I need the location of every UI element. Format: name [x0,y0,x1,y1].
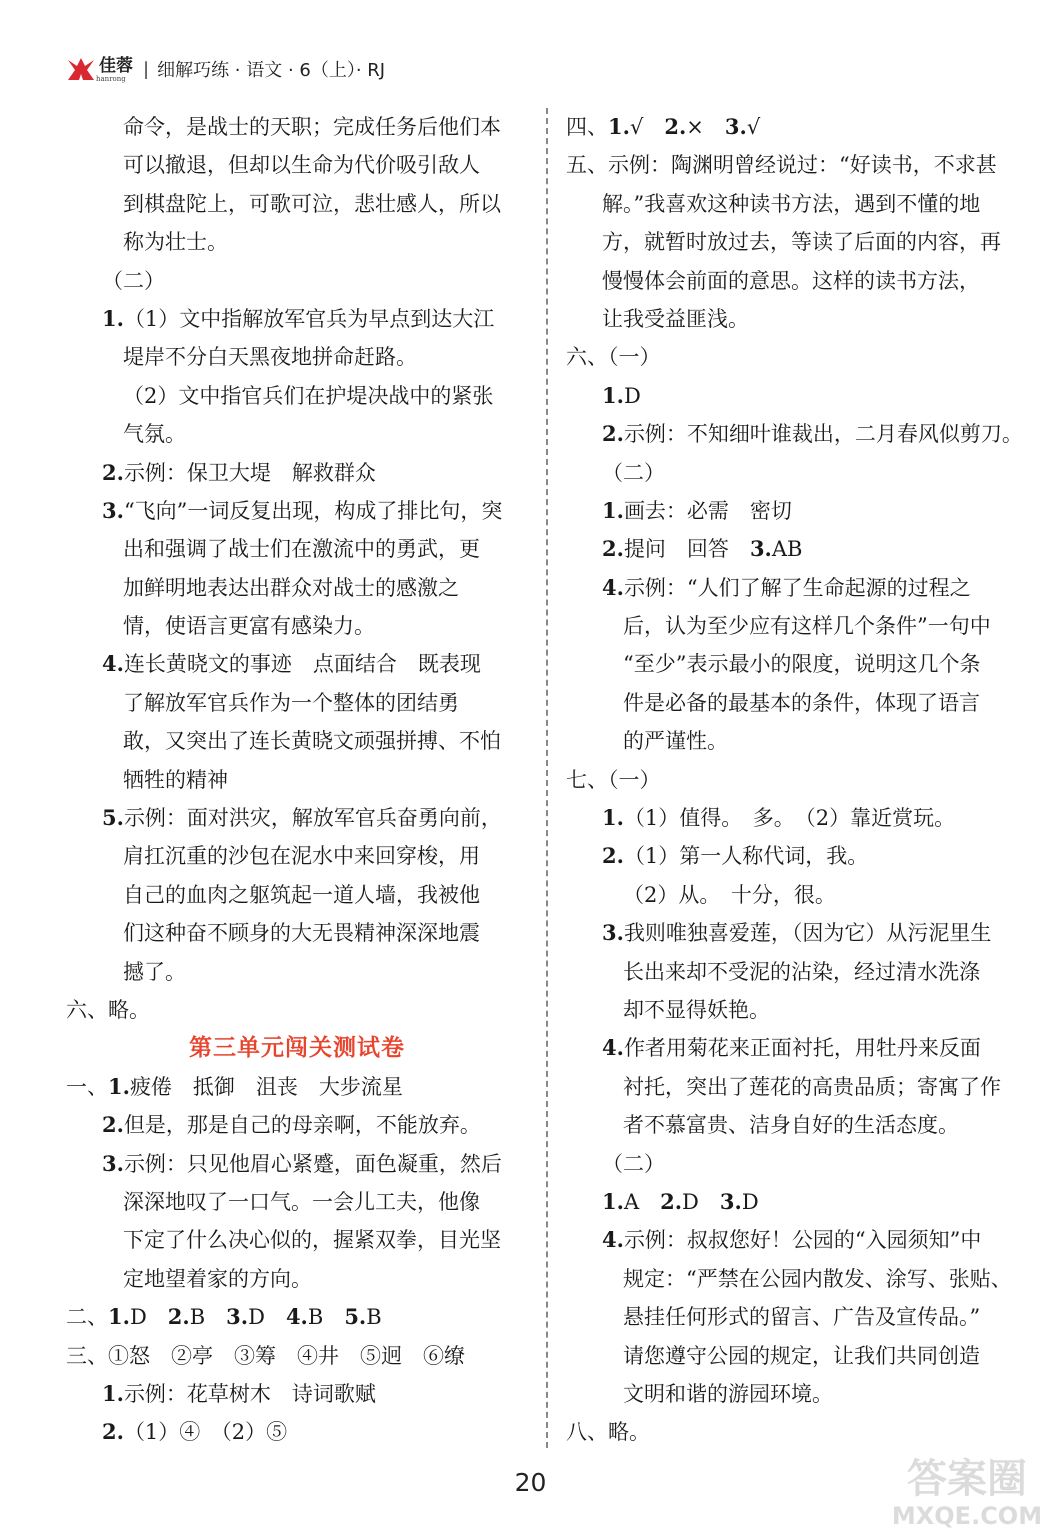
answer-text: A [623,1189,661,1214]
answer-line [66,876,528,914]
answer-text: 后，认为至少应有这样几个条件”一句中 [623,614,991,639]
answer-text: 敢，又突出了连长黄晓文顽强拼搏、不怕 [123,729,501,754]
answer-line [566,223,1028,261]
answer-text: （二） [602,1151,665,1176]
answer-text: 下定了什么决心似的，握紧双拳，目光坚 [123,1228,501,1253]
page-number: 20 [514,1468,547,1497]
answer-line [66,1260,528,1298]
answer-line [566,108,1028,146]
answer-text: 者不慕富贵、洁身自好的生活态度。 [623,1113,959,1138]
column-divider [546,108,548,1448]
answer-text: 们这种奋不顾身的大无畏精神深深地震 [123,921,480,946]
answer-line [566,415,1028,453]
answer-text: AB [771,537,803,562]
item-number: 1. [602,805,624,831]
answer-line [566,1068,1028,1106]
answer-line [66,108,528,146]
answer-line [566,338,1028,376]
answer-text: 出和强调了战士们在激流中的勇武，更 [123,537,480,562]
answer-text: D [741,1189,759,1214]
answer-text: “至少”表示最小的限度，说明这几个条 [623,652,981,677]
answer-text: × [686,115,725,139]
answer-text: 到棋盘陀上，可歌可泣，悲壮感人，所以 [123,191,501,216]
answer-text: 示例：“人们了解了生命起源的过程之 [623,575,971,600]
answer-text: 衬托，突出了莲花的高贵品质；寄寓了作 [623,1074,1001,1099]
item-number: 2. [102,1419,124,1445]
answer-line [66,530,528,568]
answer-line [66,1413,528,1451]
answer-line [566,146,1028,184]
item-number: 2. [167,1304,190,1330]
answer-text: D [129,1305,168,1330]
answer-line [566,530,1028,568]
item-number: 4. [602,1035,624,1061]
answer-text: 示例：叔叔您好！公园的“入园须知”中 [623,1228,982,1253]
answer-text: 情，使语言更富有感染力。 [123,614,375,639]
answer-text: 我则唯独喜爱莲，（因为它）从污泥里生 [623,921,992,946]
answer-line [66,300,528,338]
answer-text: 可以撤退，但却以生命为代价吸引敌人 [123,153,480,178]
answer-line [566,991,1028,1029]
answer-text: 但是，那是自己的母亲啊，不能放弃。 [123,1113,481,1138]
item-number: 2. [602,421,624,447]
answer-text: 方，就暂时放过去，等读了后面的内容，再 [602,230,1001,255]
item-number: 4. [602,1227,624,1253]
answer-line [66,185,528,223]
answer-text: 八、略。 [566,1420,650,1445]
answer-line [66,569,528,607]
answer-text: D [248,1305,286,1330]
answer-line [66,914,528,952]
answer-line [566,569,1028,607]
answer-text: （1）文中指解放军官兵为早点到达大江 [123,306,495,331]
answer-text: 件是必备的最基本的条件，体现了语言 [623,690,980,715]
answer-text: 气氛。 [123,422,186,447]
item-number: 1. [102,1380,124,1406]
answer-line [66,1337,528,1375]
answer-text: B [366,1305,382,1330]
item-number: 4. [285,1304,308,1330]
item-number: 2. [660,1188,683,1214]
answer-text: 六、（一） [566,345,661,370]
answer-line [566,300,1028,338]
answer-line [566,799,1028,837]
answer-line [566,1145,1028,1183]
answer-text: √ [629,115,665,139]
answer-text: 提问 回答 [623,537,750,562]
answer-text: 让我受益匪浅。 [602,306,749,331]
brand-name: 佳蓉 [99,55,133,76]
answer-text: 第三单元闯关测试卷 [189,1035,405,1062]
item-number: 5. [102,805,124,831]
answer-text: 二、 [66,1305,108,1330]
answer-text: 了解放军官兵作为一个整体的团结勇 [123,690,459,715]
answer-text: 堤岸不分白天黑夜地拼命赶路。 [123,345,417,370]
answer-line [566,1183,1028,1221]
answer-text: 一、 [66,1074,108,1099]
answer-line [566,377,1028,415]
answer-line [66,837,528,875]
item-number: 3. [724,114,747,139]
left-column [66,108,528,1452]
item-number: 2. [102,1112,124,1138]
answer-line [566,1029,1028,1067]
item-number: 1. [602,382,624,408]
answer-text: 悬挂任何形式的留言、广告及宣传品。” [623,1305,981,1330]
answer-line [66,1106,528,1144]
section-title [66,1029,528,1067]
answer-line [66,146,528,184]
answer-text: 却不显得妖艳。 [623,997,770,1022]
answer-line [566,1337,1028,1375]
answer-text: 肩扛沉重的沙包在泥水中来回穿梭，用 [123,844,480,869]
answer-line [66,454,528,492]
answer-line [566,914,1028,952]
answer-text: （二） [602,460,665,485]
item-number: 5. [344,1304,367,1330]
item-number: 1. [108,1304,130,1330]
item-number: 1. [602,1188,624,1214]
answer-text: 五、示例：陶渊明曾经说过：“好读书，不求甚 [566,153,997,178]
answer-text: 七、（一） [566,767,661,792]
answer-line [566,876,1028,914]
answer-line [66,377,528,415]
answer-line [66,1298,528,1336]
answer-line [66,799,528,837]
item-number: 1. [602,497,624,523]
answer-text: 作者用菊花来正面衬托，用牡丹来反面 [623,1036,981,1061]
item-number: 3. [102,1150,124,1176]
item-number: 1. [102,305,124,331]
answer-text: 六、略。 [66,997,150,1022]
answer-line [66,223,528,261]
answer-text: 深深地叹了一口气。一会儿工夫，他像 [123,1189,480,1214]
item-number: 3. [602,920,624,946]
item-number: 3. [102,497,124,523]
answer-text: 命令，是战士的天职；完成任务后他们本 [123,115,501,139]
answer-line [66,1183,528,1221]
answer-text: （1）值得。 多。 （2）靠近赏玩。 [623,806,956,831]
answer-text: 四、 [566,115,608,139]
answer-text: 长出来却不受泥的沾染，经过清水洗涤 [623,959,980,984]
item-number: 3. [719,1188,742,1214]
answer-text: 规定：“严禁在公园内散发、涂写、张贴、 [623,1266,1012,1291]
answer-line [566,645,1028,683]
answer-line [566,1375,1028,1413]
answer-line [66,415,528,453]
answer-line [566,185,1028,223]
answer-text: 示例：面对洪灾，解放军官兵奋勇向前， [123,806,502,831]
answer-line [66,991,528,1029]
answer-line [66,684,528,722]
answer-line [66,492,528,530]
answer-line [66,1221,528,1259]
answer-text: 牺牲的精神 [123,767,228,792]
brand-logo [66,56,133,83]
watermark-top-text: 答案圈 [907,1456,1027,1502]
watermark-logo [878,1448,1056,1532]
answer-text: 慢慢体会前面的意思。这样的读书方法， [602,268,980,293]
answer-text: （1）第一人称代词，我。 [623,844,869,869]
answer-text: 自己的血肉之躯筑起一道人墙，我被他 [123,882,480,907]
answer-text: 示例：不知细叶谁裁出，二月春风似剪刀。 [623,422,1023,447]
answer-text: 三、①怒 ②亭 ③筹 ④井 ⑤迥 ⑥缭 [66,1343,465,1368]
brand-logo-icon [66,56,96,82]
watermark-bottom-text: MXQE.COM [891,1502,1043,1530]
item-number: 2. [664,114,687,139]
answer-text: 称为壮士。 [123,230,228,255]
answer-text: 的严谨性。 [623,729,728,754]
answer-text: （二） [102,268,165,293]
answer-text: D [623,383,641,408]
answer-line [66,1145,528,1183]
answer-line [66,953,528,991]
answer-line [566,761,1028,799]
answer-line [66,338,528,376]
answer-text: （2）从。 十分，很。 [623,882,836,907]
answer-text: （2）文中指官兵们在护堤决战中的紧张 [123,383,494,408]
right-column [566,108,1028,1452]
answer-text: D [682,1189,720,1214]
answer-text: 示例：只见他眉心紧蹙，面色凝重，然后 [123,1151,502,1176]
answer-text: B [307,1305,345,1330]
header-separator: | [143,58,150,80]
answer-text: √ [746,115,761,139]
item-number: 2. [602,536,624,562]
answer-line [566,1221,1028,1259]
answer-line [66,645,528,683]
answer-line [66,1375,528,1413]
answer-line [66,722,528,760]
answer-line [566,684,1028,722]
page-header [66,52,385,86]
answer-line [566,454,1028,492]
answer-text: “飞向”一词反复出现，构成了排比句，突 [123,498,503,523]
book-title: 细解巧练 · 语文 · 6（上）· RJ [157,60,386,81]
item-number: 3. [749,536,772,562]
answer-text: 请您遵守公园的规定，让我们共同创造 [623,1343,980,1368]
answer-line [566,722,1028,760]
answer-line [66,607,528,645]
answer-line [566,492,1028,530]
answer-text: 加鲜明地表达出群众对战士的感激之 [123,575,459,600]
item-number: 1. [608,114,630,139]
answer-text: 疲倦 抵御 沮丧 大步流星 [129,1074,403,1099]
answer-text: （1）④ （2）⑤ [123,1420,288,1445]
answer-text: 撼了。 [123,959,186,984]
item-number: 2. [102,459,124,485]
item-number: 2. [602,843,624,869]
answer-line [66,1068,528,1106]
answer-text: 示例：花草树木 诗词歌赋 [123,1381,376,1406]
answer-line [566,607,1028,645]
answer-text: 解。”我喜欢这种读书方法，遇到不懂的地 [602,191,981,216]
answer-text: 画去：必需 密切 [623,498,792,523]
answer-line [566,953,1028,991]
answer-text: 文明和谐的游园环境。 [623,1381,833,1406]
item-number: 4. [602,574,624,600]
answer-line [566,262,1028,300]
answer-line [566,1260,1028,1298]
answer-text: 连长黄晓文的事迹 点面结合 既表现 [123,652,481,677]
answer-text: 示例：保卫大堤 解救群众 [123,460,376,485]
item-number: 3. [226,1304,249,1330]
answer-line [566,1298,1028,1336]
answer-line [566,837,1028,875]
answer-text: 定地望着家的方向。 [123,1266,312,1291]
answer-line [566,1106,1028,1144]
answer-line [566,1413,1028,1451]
answer-line [66,262,528,300]
brand-subtitle: hanrong [96,74,126,83]
answer-text: B [189,1305,227,1330]
item-number: 1. [108,1073,130,1099]
item-number: 4. [102,651,124,677]
answer-line [66,761,528,799]
